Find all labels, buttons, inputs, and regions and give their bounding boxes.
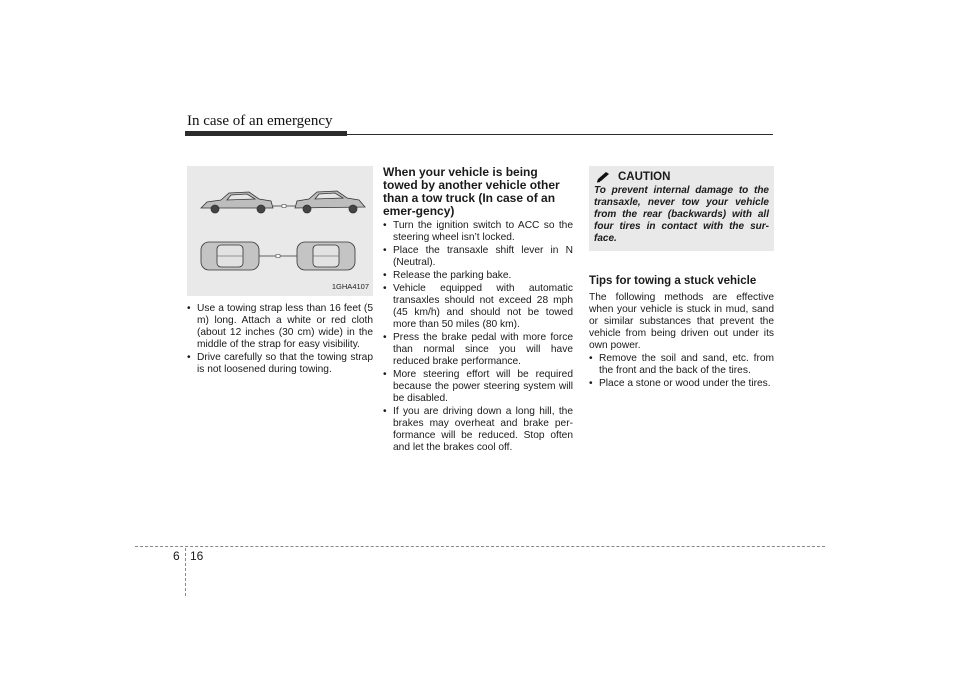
section-title: In case of an emergency (187, 113, 333, 129)
pencil-icon (596, 171, 612, 183)
towing-strap-list (187, 303, 373, 376)
top-view-front-car (297, 242, 355, 270)
side-view-rear-car (201, 192, 273, 213)
caution-header (594, 171, 769, 183)
list-item: • Use a towing strap less than 16 feet (5 m) long. Attach a white or red cloth (about 12 inches (30 cm) wide) in the middle of the strap for easy visibility. (187, 303, 373, 351)
list-item: • Remove the soil and sand, etc. from the front and the back of the tires. (589, 353, 774, 377)
tips-intro: The following methods are effective when your vehicle is stuck in mud, sand or similar substances that prevent the vehicle from being driven out under its own power. (589, 292, 774, 351)
footer-divider (185, 548, 186, 596)
towed-cars-drawing (187, 166, 373, 296)
footer-rule (135, 546, 825, 547)
header-rule (185, 131, 347, 136)
top-view-rear-car (201, 242, 259, 270)
towing-heading: When your vehicle is being towed by another vehicle other than a tow truck (In case of an emer-gency) (383, 165, 560, 218)
list-item: • More steering effort will be required because the power steering system will be disabled. (383, 369, 573, 405)
list-item: • Place the transaxle shift lever in N (Neutral). (383, 245, 573, 269)
list-item: • Release the parking bake. (383, 270, 573, 282)
list-item: • Vehicle equipped with automatic transaxles should not exceed 28 mph (45 km/h) and should not be towed more than 50 miles (80 km). (383, 283, 573, 331)
header-rule-thin (347, 134, 773, 135)
towing-steps-list (383, 220, 573, 454)
figure-code: 1GHA4107 (331, 282, 369, 291)
middle-column (383, 166, 573, 455)
list-item: • Turn the ignition switch to ACC so the steering wheel isn’t locked. (383, 220, 573, 244)
caution-text: To prevent internal damage to the transaxle, never tow your vehicle from the rear (backwards) with all four tires in contact with the sur-face. (594, 185, 769, 244)
list-item: • Press the brake pedal with more force than normal since you will have reduced brake performance. (383, 332, 573, 368)
tips-list (589, 353, 774, 390)
right-column (589, 166, 774, 391)
page-number: 16 (190, 549, 204, 563)
towing-illustration (187, 166, 373, 296)
left-column (187, 166, 373, 377)
side-view-front-car (295, 191, 365, 213)
caution-box (589, 166, 774, 251)
list-item: • If you are driving down a long hill, the brakes may overheat and brake per-formance will be reduced. Stop often and let the brakes cool off. (383, 406, 573, 454)
caution-title: CAUTION (618, 171, 671, 183)
list-item: • Drive carefully so that the towing strap is not loosened during towing. (187, 352, 373, 376)
tips-heading: Tips for towing a stuck vehicle (589, 275, 757, 287)
chapter-number: 6 (173, 549, 180, 563)
list-item: • Place a stone or wood under the tires. (589, 378, 774, 390)
